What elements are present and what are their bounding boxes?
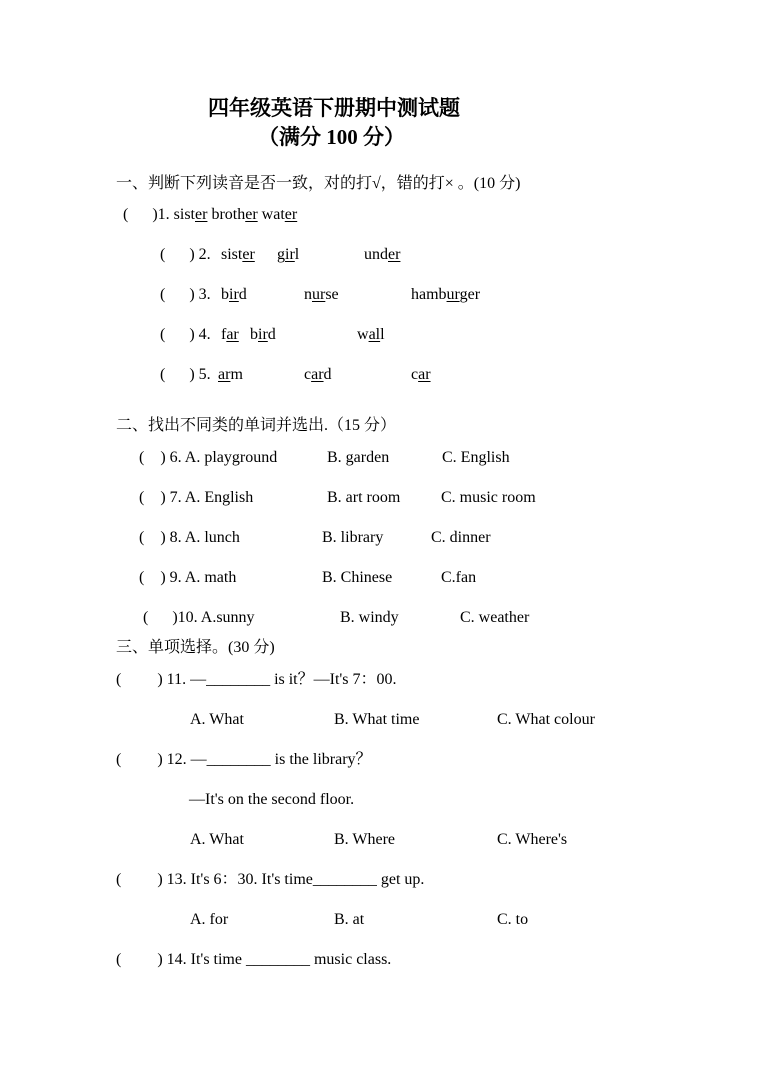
question-11-option-a: A. What: [190, 711, 244, 728]
question-3-word-3: hamburger: [411, 286, 481, 303]
question-5-word-3: car: [411, 366, 431, 383]
question-1: ( )1. sister brother water: [123, 206, 298, 223]
question-6-option-b: B. garden: [327, 449, 390, 466]
page-subtitle: （满分 100 分）: [258, 125, 405, 149]
section-1-heading: 一、判断下列读音是否一致，对的打√，错的打× 。(10 分): [116, 175, 521, 192]
question-12-option-a: A. What: [190, 831, 244, 848]
question-11-option-b: B. What time: [334, 711, 420, 728]
question-10-option-b: B. windy: [340, 609, 399, 626]
question-12-option-c: C. Where's: [497, 831, 568, 848]
question-3-number: ( ) 3.: [160, 286, 215, 303]
question-12-answer-line: —It's on the second floor.: [189, 791, 355, 808]
question-4-word-2: bird: [250, 326, 276, 343]
question-6-option-c: C. English: [442, 449, 510, 466]
question-12-option-b: B. Where: [334, 831, 396, 848]
question-3-word-1: bird: [221, 286, 247, 303]
question-2-word-3: under: [364, 246, 401, 263]
question-7-option-b: B. art room: [327, 489, 401, 506]
page-title: 四年级英语下册期中测试题: [208, 96, 460, 120]
question-10-option-c: C. weather: [460, 609, 530, 626]
question-5-word-1: arm: [218, 366, 243, 383]
question-13-option-a: A. for: [190, 911, 229, 928]
question-7-option-c: C. music room: [441, 489, 536, 506]
question-8: ( ) 8. A. lunch: [139, 529, 240, 546]
question-2-number: ( ) 2.: [160, 246, 215, 263]
question-7: ( ) 7. A. English: [139, 489, 254, 506]
question-8-option-c: C. dinner: [431, 529, 491, 546]
question-13-option-c: C. to: [497, 911, 529, 928]
question-13-option-b: B. at: [334, 911, 365, 928]
question-14-stem: ( ) 14. It's time ________ music class.: [116, 951, 392, 968]
question-4-word-1: far: [221, 326, 239, 343]
question-4-word-3: wall: [357, 326, 385, 343]
question-8-option-b: B. library: [322, 529, 384, 546]
question-12-stem: ( ) 12. —________ is the library？: [116, 751, 372, 768]
question-13-stem: ( ) 13. It's 6：30. It's time________ get up.: [116, 871, 425, 888]
question-2-word-1: sister: [221, 246, 255, 263]
question-number: ( )1.: [123, 206, 174, 223]
question-4-number: ( ) 4.: [160, 326, 215, 343]
question-9-option-b: B. Chinese: [322, 569, 393, 586]
question-6: ( ) 6. A. playground: [139, 449, 278, 466]
question-5-number: ( ) 5.: [160, 366, 215, 383]
question-3-word-2: nurse: [304, 286, 339, 303]
question-11-option-c: C. What colour: [497, 711, 595, 728]
section-3-heading: 三、单项选择。(30 分): [116, 639, 275, 656]
question-9-option-c: C.fan: [441, 569, 477, 586]
question-5-word-2: card: [304, 366, 332, 383]
question-2-word-2: girl: [277, 246, 300, 263]
section-2-heading: 二、找出不同类的单词并选出.（15 分）: [116, 417, 397, 434]
question-9: ( ) 9. A. math: [139, 569, 237, 586]
question-10: ( )10. A.sunny: [143, 609, 255, 626]
question-11-stem: ( ) 11. —________ is it？—It's 7：00.: [116, 671, 397, 688]
